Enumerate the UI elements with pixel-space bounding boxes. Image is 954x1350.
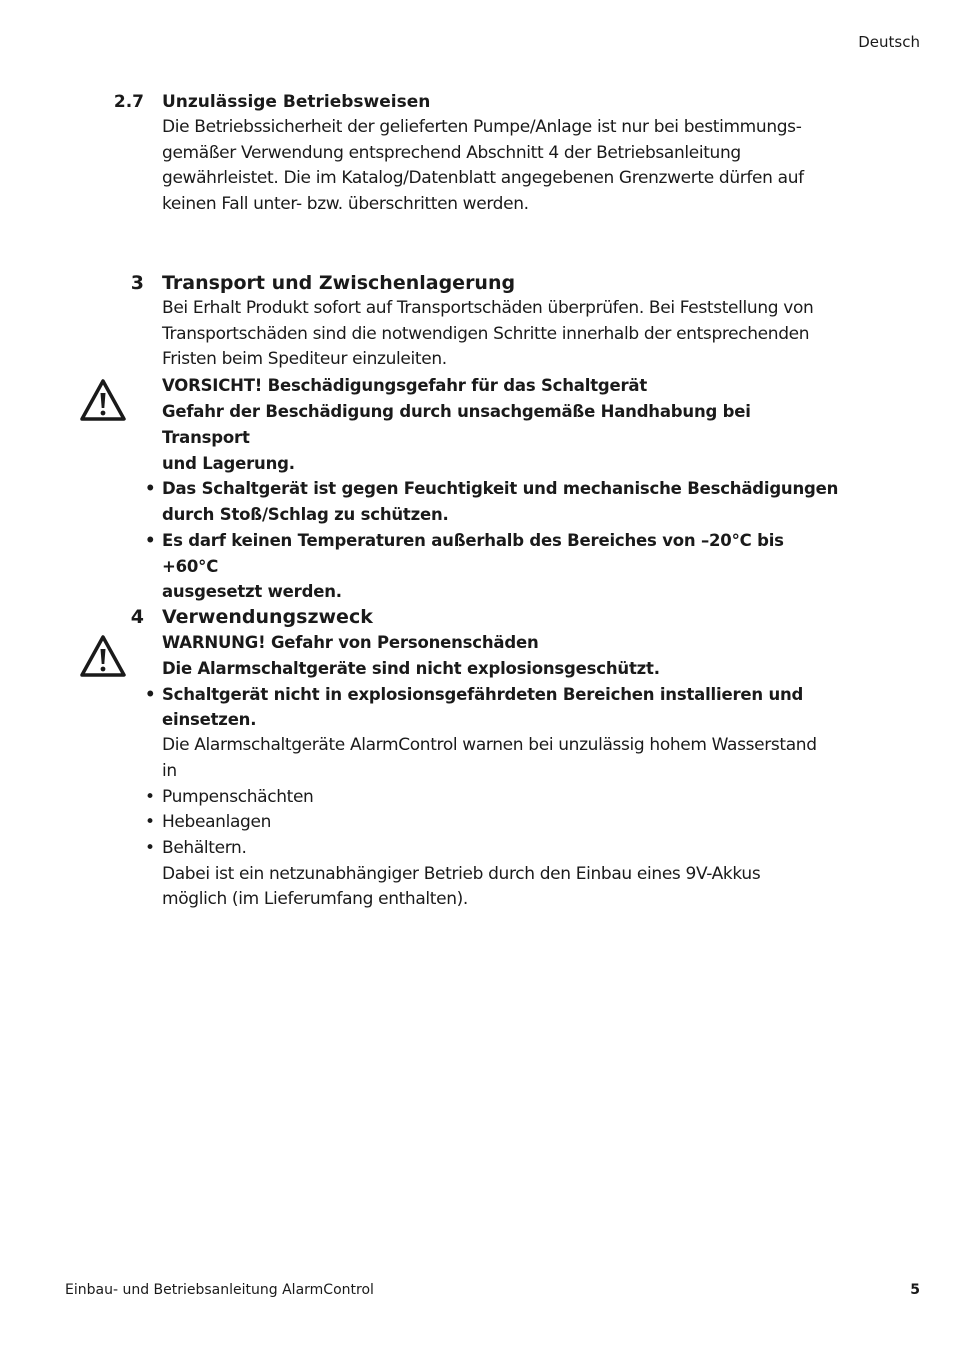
- bullet-marker: •: [145, 530, 156, 550]
- warning-line: Die Alarmschaltgeräte sind nicht explosionsgeschützt.: [162, 658, 660, 678]
- warning-notice: [145, 630, 842, 733]
- list-item: [145, 682, 842, 734]
- bullet-line: Schaltgerät nicht in explosionsgefährdeten Bereichen installieren und: [162, 684, 804, 704]
- warning-line: WARNUNG! Gefahr von Personenschäden: [162, 633, 539, 652]
- bullet-line: einsetzen.: [162, 710, 257, 730]
- warning-triangle-icon: [79, 634, 127, 678]
- body-line: Die Alarmschaltgeräte AlarmControl warnen bei unzulässig hohem Wasserstand: [162, 735, 817, 756]
- bullet-line: Es darf keinen Temperaturen außerhalb des Bereiches von –20°C bis +60°C: [162, 530, 784, 576]
- body-line: in: [162, 760, 177, 781]
- list-item: [145, 836, 842, 862]
- section-body: [145, 733, 842, 913]
- body-line: möglich (im Lieferumfang enthalten).: [162, 889, 468, 910]
- body-line: gewährleistet. Die im Katalog/Datenblatt angegebenen Grenzwerte dürfen auf: [162, 168, 804, 189]
- list-item-text: Behältern.: [162, 838, 247, 858]
- section-2-7: [162, 90, 842, 218]
- bullet-line: durch Stoß/Schlag zu schützen.: [162, 505, 449, 525]
- page-number: 5: [910, 1282, 920, 1298]
- header-language: Deutsch: [858, 33, 920, 51]
- caution-line: VORSICHT! Beschädigungsgefahr für das Schaltgerät: [162, 376, 648, 396]
- section-title: Unzulässige Betriebsweisen: [162, 92, 431, 112]
- body-line: Bei Erhalt Produkt sofort auf Transportschäden überprüfen. Bei Feststellung von: [162, 298, 814, 318]
- body-line: Fristen beim Spediteur einzuleiten.: [162, 349, 447, 370]
- warning-bullet-list: [145, 682, 842, 734]
- section-body: [162, 115, 842, 218]
- section-title: Transport und Zwischenlagerung: [162, 272, 516, 294]
- bullet-marker: •: [145, 812, 155, 833]
- bullet-marker: •: [145, 684, 156, 704]
- list-item: [145, 476, 842, 528]
- section-number: 4: [130, 606, 144, 628]
- list-item: [145, 785, 842, 811]
- section-4: [145, 604, 842, 913]
- bullet-marker: •: [145, 479, 156, 499]
- bullet-marker: •: [145, 838, 155, 858]
- caution-line: und Lagerung.: [162, 453, 295, 473]
- body-line: Die Betriebssicherheit der gelieferten Pumpe/Anlage ist nur bei bestimmungs-: [162, 117, 802, 137]
- bullet-marker: •: [145, 786, 155, 807]
- footer-document-title: Einbau- und Betriebsanleitung AlarmControl: [65, 1282, 374, 1298]
- warning-triangle-icon: [79, 378, 127, 422]
- section-number: 3: [130, 272, 144, 294]
- list-item-text: Pumpenschächten: [162, 786, 314, 807]
- usage-list: [145, 785, 842, 862]
- body-line: Dabei ist ein netzunabhängiger Betrieb durch den Einbau eines 9V-Akkus: [162, 863, 761, 884]
- bullet-line: Das Schaltgerät ist gegen Feuchtigkeit und mechanische Beschädigungen: [162, 479, 839, 499]
- list-item: [145, 810, 842, 836]
- body-line: gemäßer Verwendung entsprechend Abschnitt 4 der Betriebsanleitung: [162, 142, 741, 163]
- list-item: [145, 528, 842, 605]
- list-item-text: Hebeanlagen: [162, 812, 271, 833]
- body-line: Transportschäden sind die notwendigen Schritte innerhalb der entsprechenden: [162, 323, 810, 344]
- section-3: [145, 270, 842, 605]
- caution-bullet-list: [145, 476, 842, 605]
- section-body: [162, 296, 842, 373]
- section-number: 2.7: [113, 92, 144, 112]
- caution-line: Gefahr der Beschädigung durch unsachgemäße Handhabung bei Transport: [162, 401, 751, 447]
- section-title: Verwendungszweck: [162, 606, 373, 628]
- bullet-line: ausgesetzt werden.: [162, 582, 342, 602]
- caution-notice: [145, 373, 842, 605]
- body-line: keinen Fall unter- bzw. überschritten werden.: [162, 194, 529, 215]
